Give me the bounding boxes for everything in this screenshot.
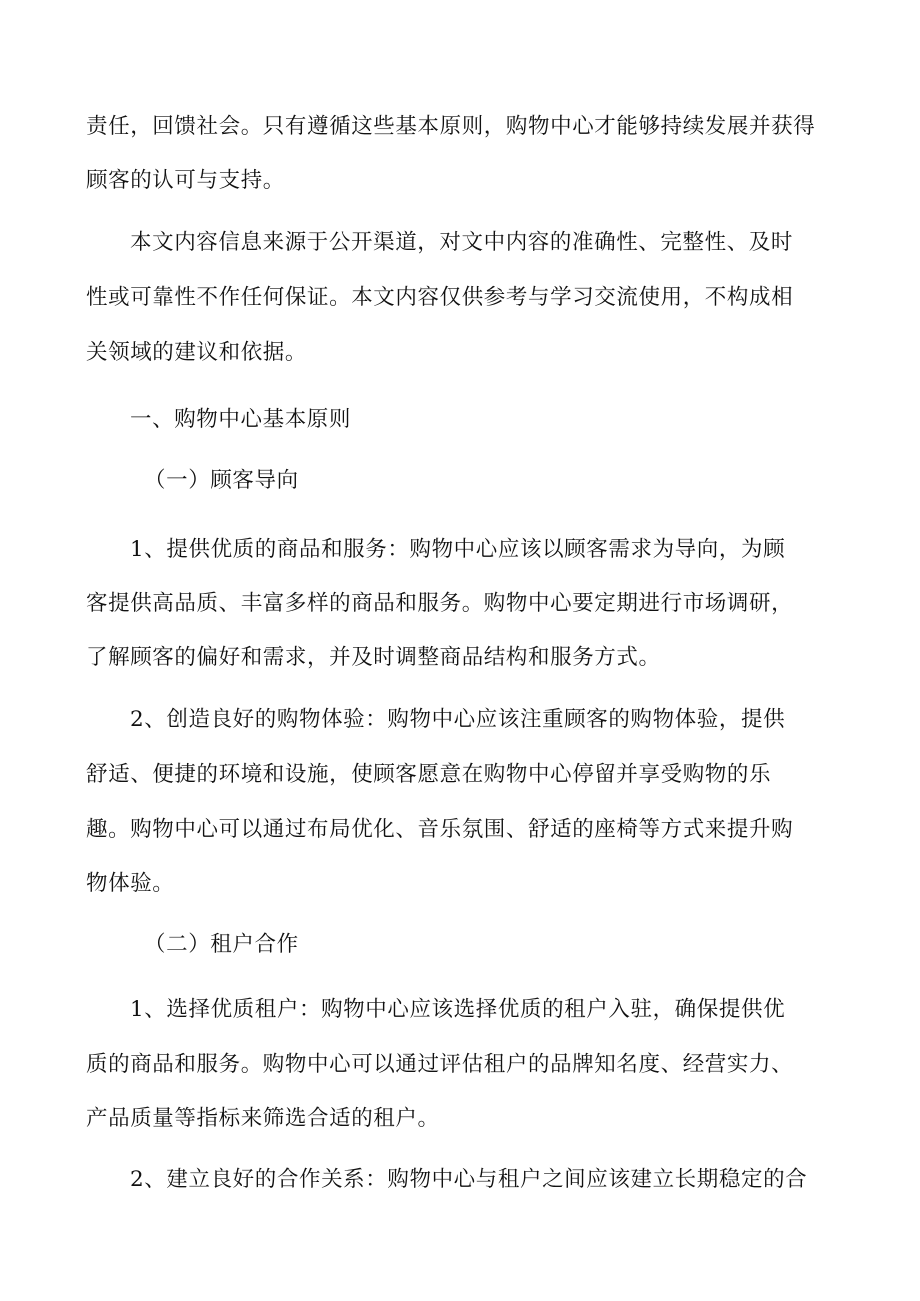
paragraph-line: 1、提供优质的商品和服务：购物中心应该以顾客需求为导向，为顾 xyxy=(130,537,786,562)
disclaimer-line: 本文内容信息来源于公开渠道，对文中内容的准确性、完整性、及时 xyxy=(130,230,794,255)
paragraph-line: 2、创造良好的购物体验：购物中心应该注重顾客的购物体验，提供 xyxy=(130,707,786,732)
disclaimer-line: 关领域的建议和依据。 xyxy=(86,340,308,365)
paragraph-line: 1、选择优质租户：购物中心应该选择优质的租户入驻，确保提供优 xyxy=(130,997,786,1022)
disclaimer-line: 性或可靠性不作任何保证。本文内容仅供参考与学习交流使用，不构成相 xyxy=(86,285,794,310)
subsection-heading: （一）顾客导向 xyxy=(144,468,299,493)
paragraph-line: 物体验。 xyxy=(86,871,175,896)
paragraph-line: 2、建立良好的合作关系：购物中心与租户之间应该建立长期稳定的合 xyxy=(130,1167,808,1192)
paragraph-line: 质的商品和服务。购物中心可以通过评估租户的品牌知名度、经营实力、 xyxy=(86,1052,794,1077)
paragraph-line: 责任，回馈社会。只有遵循这些基本原则，购物中心才能够持续发展并获得 xyxy=(86,114,816,139)
paragraph-line: 了解顾客的偏好和需求，并及时调整商品结构和服务方式。 xyxy=(86,645,661,670)
paragraph-line: 产品质量等指标来筛选合适的租户。 xyxy=(86,1106,440,1131)
paragraph-line: 客提供高品质、丰富多样的商品和服务。购物中心要定期进行市场调研， xyxy=(86,591,794,616)
paragraph-line: 顾客的认可与支持。 xyxy=(86,168,285,193)
section-heading: 一、购物中心基本原则 xyxy=(130,407,352,432)
paragraph-line: 趣。购物中心可以通过布局优化、音乐氛围、舒适的座椅等方式来提升购 xyxy=(86,817,794,842)
subsection-heading: （二）租户合作 xyxy=(144,932,299,957)
paragraph-line: 舒适、便捷的环境和设施，使顾客愿意在购物中心停留并享受购物的乐 xyxy=(86,762,772,787)
